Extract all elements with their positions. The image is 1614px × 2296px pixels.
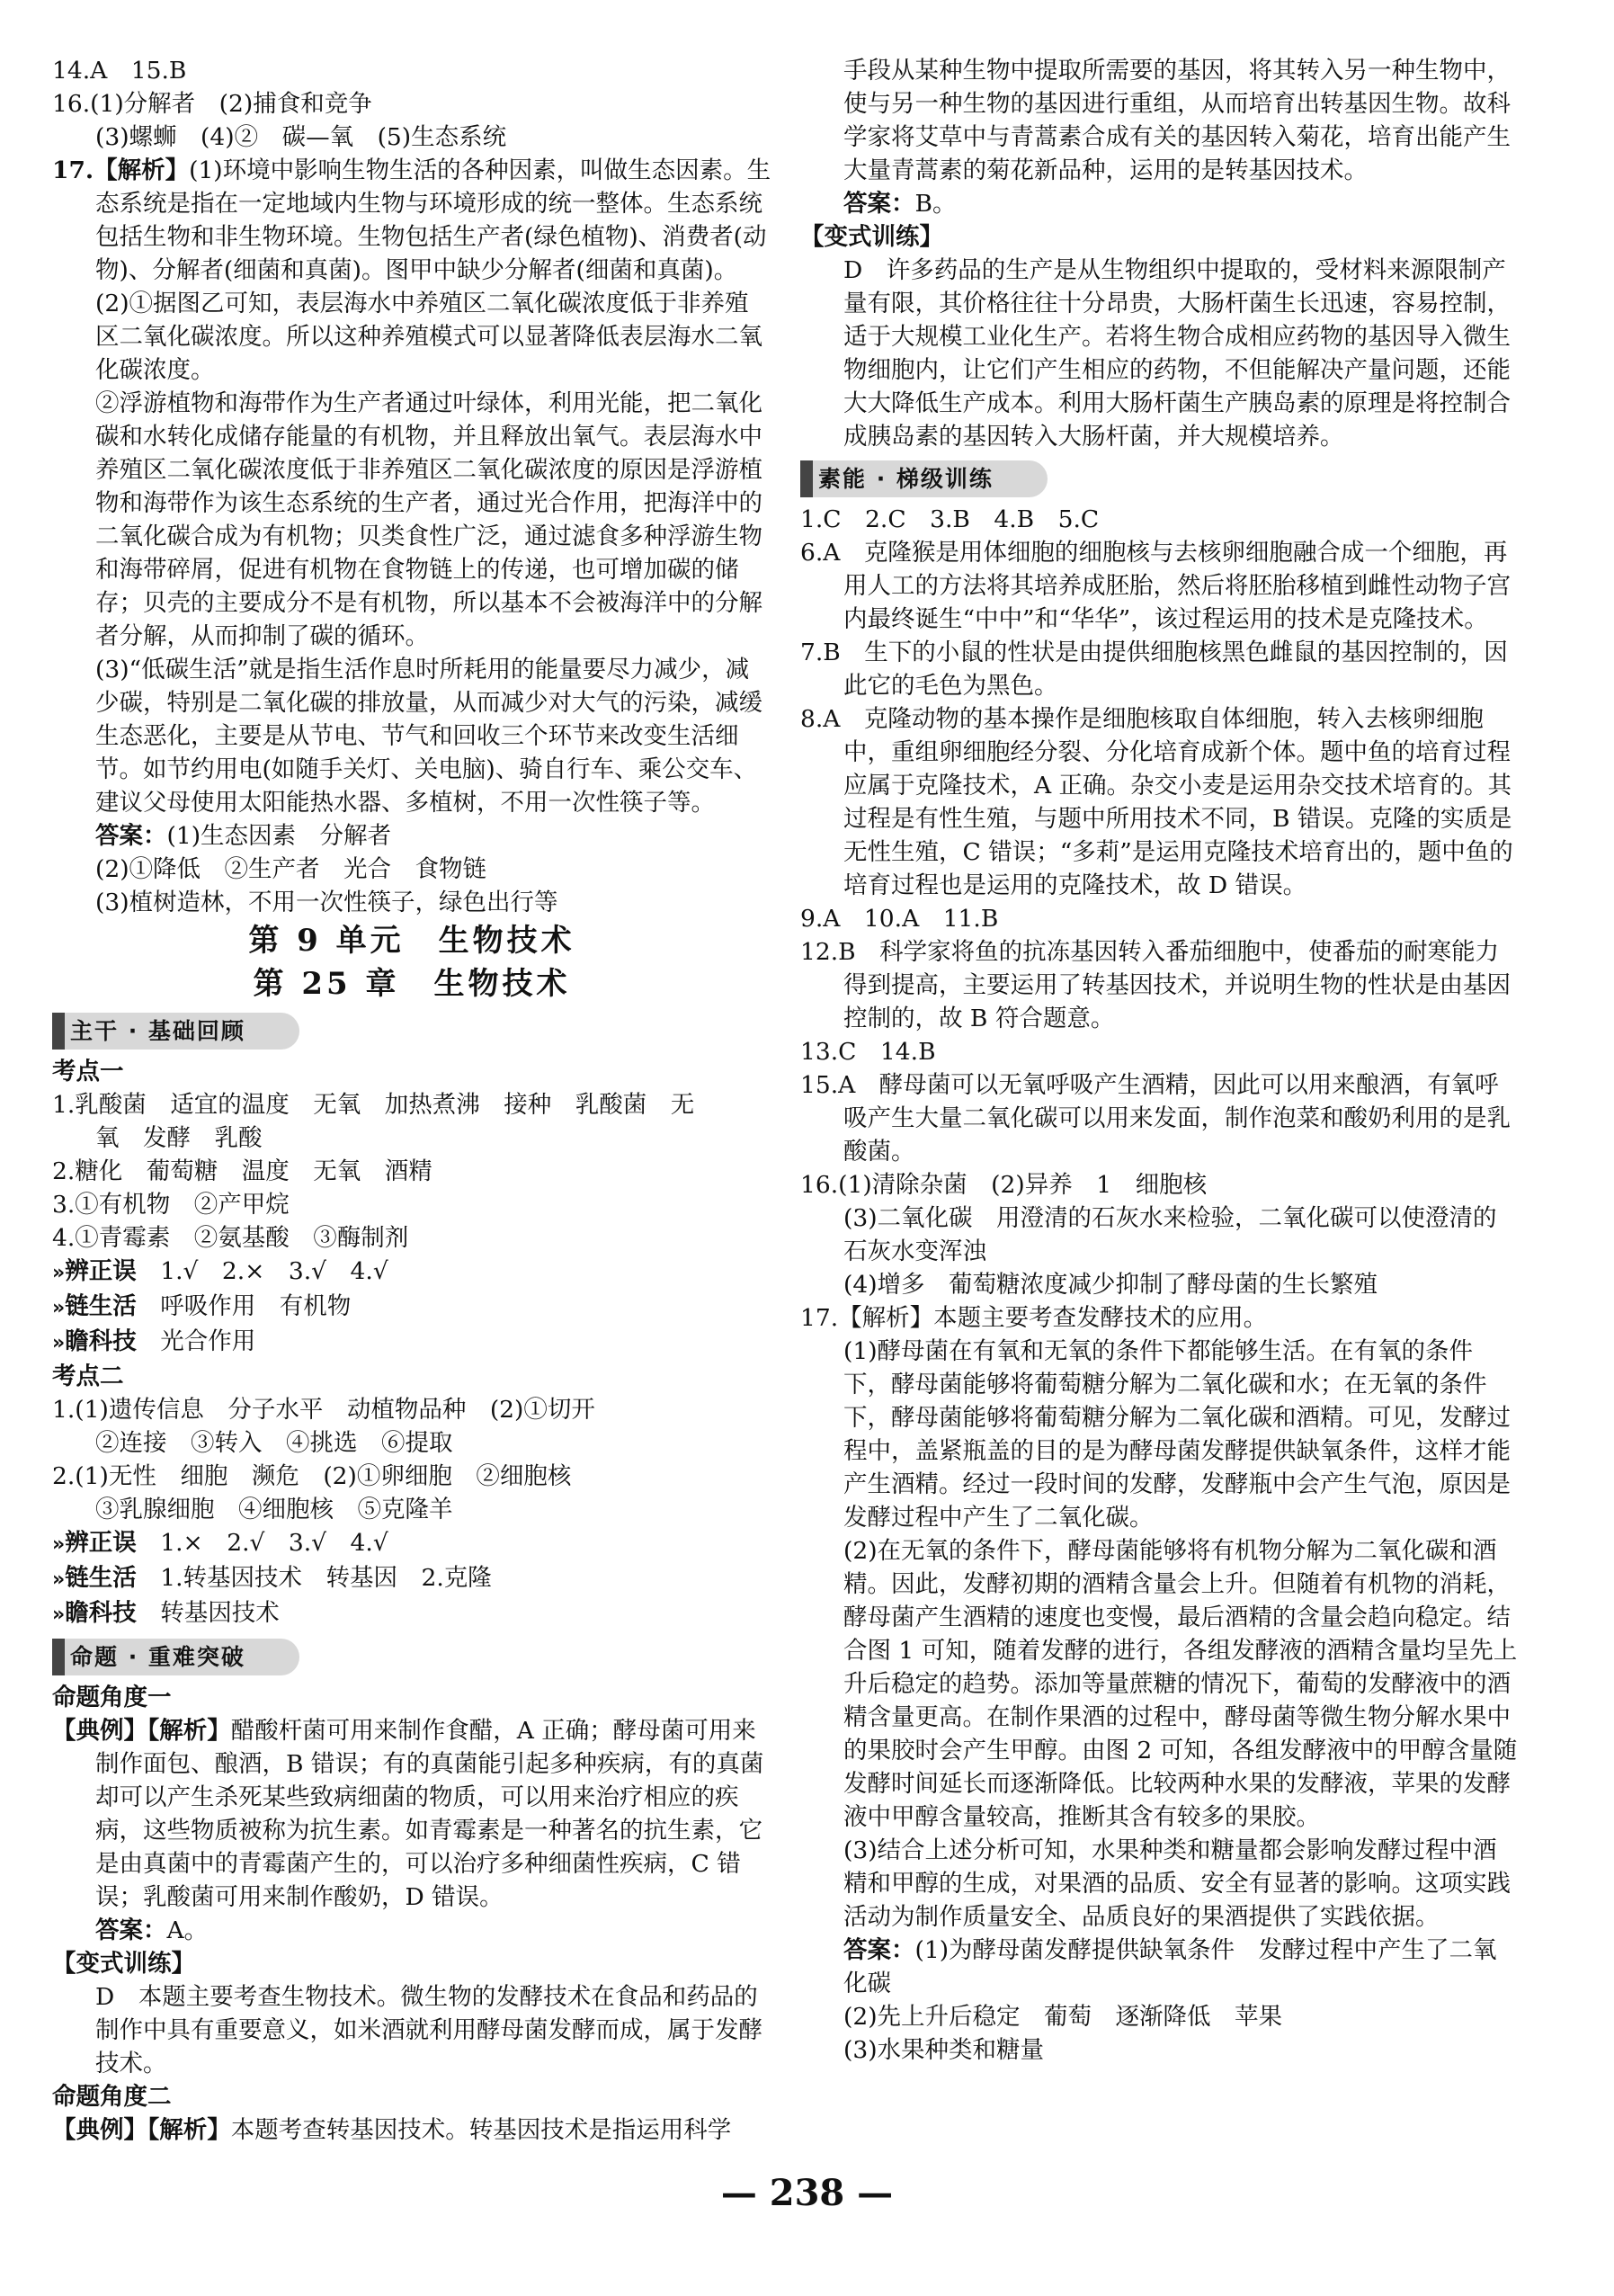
answer-17-para4: (3)“低碳生活”就是指生活作息时所耗用的能量要尽力减少，减少碳，特别是二氧化碳的排放量，从而减少对大气的污染，减缓生态恶化，主要是从节电、节气和回收三个环节来改变生活细节。如节约用电(如随手关灯、关电脑)、骑自行车、乘公交车、建议父母使用太阳能热水器、多植树，不用一次性筷子等。: [95, 656, 762, 817]
question-9-11: 9.A 10.A 11.B: [800, 905, 999, 933]
kaodian-2-heading: 考点二: [52, 1362, 124, 1390]
kp2-lianshenghuo: »链生活 1.转基因技术 转基因 2.克隆: [52, 1564, 492, 1592]
kp2-item1a: 1.(1)遗传信息 分子水平 动植物品种 (2)①切开: [52, 1396, 595, 1424]
question-17-para1: (1)酵母菌在有氧和无氧的条件下都能够生活。在有氧的条件下，酵母菌能够将葡萄糖分解为二氧化碳和水；在无氧的条件下，酵母菌能够将葡萄糖分解为二氧化碳和酒精。可见，发酵过程中，盖紧瓶盖的目的是为酵母菌发酵提供缺氧条件，这样才能产生酒精。经过一段时间的发酵，发酵瓶中会产生气泡，原因是发酵过程中产生了二氧化碳。: [843, 1337, 1511, 1532]
question-6: 6.A 克隆猴是用体细胞的细胞核与去核卵细胞融合成一个细胞，再用人工的方法将其培养成胚胎，然后将胚胎移植到雌性动物子宫内最终诞生“中中”和“华华”，该过程运用的技术是克隆技术。: [800, 539, 1511, 633]
question-13-14: 13.C 14.B: [800, 1038, 936, 1066]
kp1-lianshenghuo: »链生活 呼吸作用 有机物: [52, 1292, 352, 1320]
topic-angle-2: 命题角度二: [52, 2083, 172, 2111]
double-arrow-icon: »: [52, 1332, 66, 1354]
answer-17-para2: (2)①据图乙可知，表层海水中养殖区二氧化碳浓度低于非养殖区二氧化碳浓度。所以这种养殖模式可以显著降低表层海水二氧化碳浓度。: [95, 290, 762, 384]
topic-angle-1: 命题角度一: [52, 1684, 172, 1711]
question-17-para3: (3)结合上述分析可知，水果种类和糖量都会影响发酵过程中酒精和甲醇的生成，对果酒的品质、安全有显著的影响。这项实践活动为制作质量安全、品质良好的果酒提供了实践依据。: [843, 1836, 1511, 1931]
answer-14-15: 14.A 15.B: [52, 57, 187, 85]
question-16-3: (3)二氧化碳 用澄清的石灰水来检验，二氧化碳可以使澄清的石灰水变浑浊: [843, 1204, 1497, 1265]
question-15: 15.A 酵母菌可以无氧呼吸产生酒精，因此可以用来酿酒，有氧呼吸产生大量二氧化碳可以用来发面，制作泡菜和酸奶利用的是乳酸菌。: [800, 1071, 1511, 1166]
kp2-zhankeji: »瞻科技 转基因技术: [52, 1599, 280, 1627]
kp1-item3: 3.①有机物 ②产甲烷: [52, 1191, 290, 1219]
kp1-item1a: 1.乳酸菌 适宜的温度 无氧 加热煮沸 接种 乳酸菌 无: [52, 1091, 695, 1119]
example-1-answer: 答案：A。: [95, 1916, 209, 1944]
question-17-para2: (2)在无氧的条件下，酵母菌能够将有机物分解为二氧化碳和酒精。因此，发酵初期的酒精含量会上升。但随着有机物的消耗，酵母菌产生酒精的速度也变慢，最后酒精的含量会趋向稳定。结合图 1 可知，随着发酵的进行，各组发酵液的酒精含量均呈先上升后稳定的趋势。添加等量蔗糖的情况下，葡萄的发酵液中的酒精含量更高。在制作果酒的过程中，酵母菌等微生物分解水果中的果胶时会产生甲醇。由图 2 可知，各组发酵液中的甲醇含量随发酵时间延长而逐渐降低。比较两种水果的发酵液，苹果的发酵液中甲醇含量较高，推断其含有较多的果胶。: [843, 1537, 1518, 1831]
question-16-4: (4)增多 葡萄糖浓度减少抑制了酵母菌的生长繁殖: [843, 1271, 1378, 1299]
answer-17-final-3: (3)植树造林，不用一次性筷子，绿色出行等: [95, 889, 558, 916]
variant-training-2: D 许多药品的生产是从生物组织中提取的，受材料来源限制产量有限，其价格往往十分昂贵，大肠杆菌生长迅速，容易控制，适于大规模工业化生产。若将生物合成相应药物的基因导入微生物细胞内，让它们产生相应的药物，不但能解决产量问题，还能大大降低生产成本。利用大肠杆菌生产胰岛素的原理是将控制合成胰岛素的基因转入大肠杆菌，并大规模培养。: [843, 256, 1511, 451]
example-2-continued: 手段从某种生物中提取所需要的基因，将其转入另一种生物中，使与另一种生物的基因进行重组，从而培育出转基因生物。故科学家将艾草中与青蒿素合成有关的基因转入菊花，培育出能产生大量青蒿素的菊花新品种，运用的是转基因技术。: [843, 57, 1511, 184]
unit-title: 第 9 单元 生物技术: [248, 923, 575, 959]
variant-training-1: D 本题主要考查生物技术。微生物的发酵技术在食品和药品的制作中具有重要意义，如米酒就利用酵母菌发酵而成，属于发酵技术。: [95, 1983, 762, 2077]
question-1-5: 1.C 2.C 3.B 4.B 5.C: [800, 505, 1100, 533]
kp2-item1b: ②连接 ③转入 ④挑选 ⑥提取: [95, 1429, 453, 1457]
kp2-item2b: ③乳腺细胞 ④细胞核 ⑤克隆羊: [95, 1496, 453, 1523]
question-16-1: 16.(1)清除杂菌 (2)异养 1 细胞核: [800, 1171, 1208, 1199]
double-arrow-icon: »: [52, 1297, 66, 1319]
question-8: 8.A 克隆动物的基本操作是细胞核取自体细胞，转入去核卵细胞中，重组卵细胞经分裂、分化培育成新个体。题中鱼的培育过程应属于克隆技术，A 正确。杂交小麦是运用杂交技术培育的。其过程是有性生殖，与题中所用技术不同，B 错误。克隆的实质是无性生殖，C 错误；“多莉”是运用克隆技术培育出的，题中鱼的培育过程也是运用的克隆技术，故 D 错误。: [800, 705, 1513, 899]
kp1-item2: 2.糖化 葡萄糖 温度 无氧 酒精: [52, 1157, 432, 1185]
example-1: 【典例】【解析】醋酸杆菌可用来制作食醋，A 正确；酵母菌可用来制作面包、酿酒，B 错误；有的真菌能引起多种疾病，有的真菌却可以产生杀死某些致病细菌的物质，可以用来治疗相应的疾病，这些物质被称为抗生素。如青霉素是一种著名的抗生素，它是由真菌中的青霉菌产生的，可以治疗多种细菌性疾病，C 错误；乳酸菌可用来制作酸奶，D 错误。: [52, 1717, 764, 1911]
section-banner-training: 素能 · 梯级训练: [800, 460, 1048, 497]
left-column: [52, 54, 771, 2147]
question-17-answer-1: 答案：(1)为酵母菌发酵提供缺氧条件 发酵过程中产生了二氧化碳: [843, 1936, 1497, 1997]
answer-17-para3: ②浮游植物和海带作为生产者通过叶绿体，利用光能，把二氧化碳和水转化成储存能量的有机物，并且释放出氧气。表层海水中养殖区二氧化碳浓度低于非养殖区二氧化碳浓度的原因是浮游植物和海带作为该生态系统的生产者，通过光合作用，把海洋中的二氧化碳合成为有机物；贝类食性广泛，通过滤食多种浮游生物和海带碎屑，促进有机物在食物链上的传递，也可增加碳的储存；贝壳的主要成分不是有机物，所以基本不会被海洋中的分解者分解，从而抑制了碳的循环。: [95, 389, 762, 650]
kp1-bianzhengwu: »辨正误 1.√ 2.× 3.√ 4.√: [52, 1257, 388, 1285]
double-arrow-icon: »: [52, 1533, 66, 1556]
question-7: 7.B 生下的小鼠的性状是由提供细胞核黑色雌鼠的基因控制的，因此它的毛色为黑色。: [800, 639, 1508, 700]
example-2-answer: 答案：B。: [843, 190, 957, 218]
question-17-answer-2: (2)先上升后稳定 葡萄 逐渐降低 苹果: [843, 2003, 1283, 2031]
kp1-item1b: 氧 发酵 乳酸: [95, 1124, 263, 1152]
answer-label: 答案：: [95, 822, 167, 850]
question-17-answer-3: (3)水果种类和糖量: [843, 2036, 1045, 2064]
kp2-item2a: 2.(1)无性 细胞 濒危 (2)①卵细胞 ②细胞核: [52, 1462, 572, 1490]
example-2-start: 【典例】【解析】本题考查转基因技术。转基因技术是指运用科学: [52, 2116, 732, 2144]
answer-17-para1: 17.【解析】(1)环境中影响生物生活的各种因素，叫做生态因素。生态系统是指在一定地域内生物与环境形成的统一整体。生态系统包括生物和非生物环境。生物包括生产者(绿色植物)、消费者(动物)、分解者(细菌和真菌)。图甲中缺少分解者(细菌和真菌)。: [52, 156, 771, 284]
double-arrow-icon: »: [52, 1262, 66, 1284]
kp2-bianzhengwu: »辨正误 1.× 2.√ 3.√ 4.√: [52, 1529, 388, 1557]
question-12: 12.B 科学家将鱼的抗冻基因转入番茄细胞中，使番茄的耐寒能力得到提高，主要运用了转基因技术，并说明生物的性状是由基因控制的，故 B 符合题意。: [800, 938, 1511, 1032]
analysis-tag: 17.【解析】: [52, 156, 190, 184]
answer-17-final-1: 答案：(1)生态因素 分解者: [95, 822, 392, 850]
kp1-zhankeji: »瞻科技 光合作用: [52, 1327, 256, 1355]
double-arrow-icon: »: [52, 1568, 66, 1591]
page-number: — 238 —: [720, 2172, 894, 2214]
double-arrow-icon: »: [52, 1604, 66, 1626]
question-17-head: 17.【解析】本题主要考查发酵技术的应用。: [800, 1304, 1268, 1332]
section-banner-topics: 命题 · 重难突破: [52, 1639, 299, 1675]
answer-16-line2: (3)螺蛳 (4)② 碳—氧 (5)生态系统: [95, 123, 507, 151]
right-column: [800, 54, 1520, 2067]
variant-training-label-2: 【变式训练】: [800, 223, 943, 251]
answer-16-line1: 16.(1)分解者 (2)捕食和竞争: [52, 90, 372, 118]
variant-training-label: 【变式训练】: [52, 1950, 195, 1978]
answer-17-final-2: (2)①降低 ②生产者 光合 食物链: [95, 855, 487, 883]
chapter-title: 第 25 章 生物技术: [253, 966, 571, 1002]
kaodian-1-heading: 考点一: [52, 1058, 124, 1085]
section-banner-basics: 主干 · 基础回顾: [52, 1013, 299, 1050]
kp1-item4: 4.①青霉素 ②氨基酸 ③酶制剂: [52, 1224, 409, 1252]
